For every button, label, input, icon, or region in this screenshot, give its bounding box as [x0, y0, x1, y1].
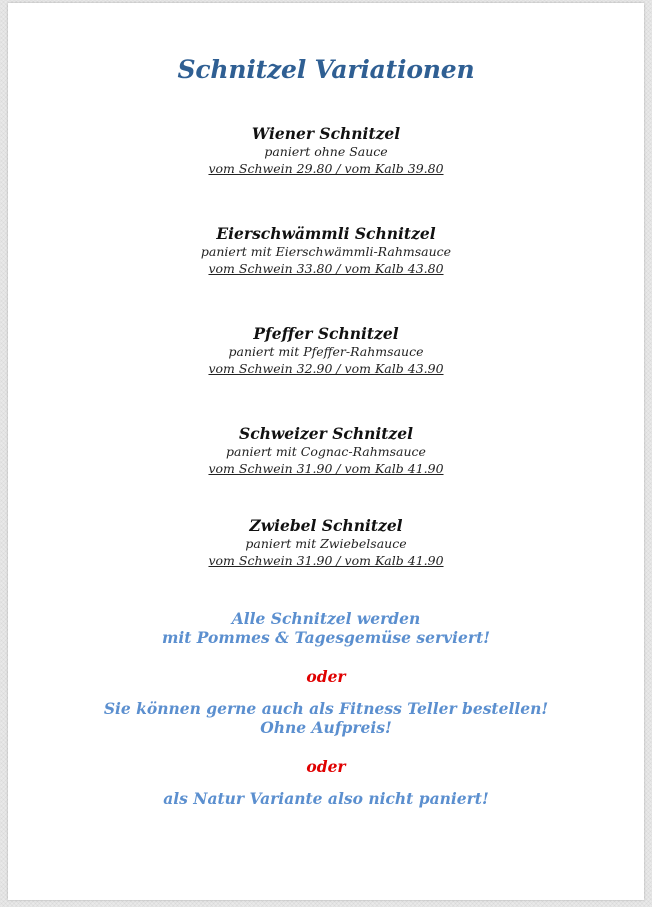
- fitness-note: [8, 699, 644, 737]
- sides-note-line1: Alle Schnitzel werden: [231, 609, 421, 628]
- menu-item-price: vom Schwein 32.90 / vom Kalb 43.90: [208, 361, 444, 376]
- or-separator: oder: [306, 757, 346, 776]
- menu-item-description: paniert ohne Sauce: [264, 144, 388, 159]
- fitness-note-line2: Ohne Aufpreis!: [260, 718, 392, 737]
- menu-item-name: Wiener Schnitzel: [251, 124, 401, 143]
- menu-notes: [8, 609, 644, 808]
- menu-item-pfeffer: [8, 324, 644, 424]
- menu-item-description: paniert mit Pfeffer-Rahmsauce: [228, 344, 424, 359]
- menu-item-price: vom Schwein 29.80 / vom Kalb 39.80: [208, 161, 444, 176]
- menu-item-wiener: [8, 124, 644, 224]
- menu-item-schweizer: [8, 424, 644, 516]
- sides-note-line2: mit Pommes & Tagesgemüse serviert!: [161, 628, 491, 647]
- or-separator: oder: [306, 667, 346, 686]
- menu-item-description: paniert mit Eierschwämmli-Rahmsauce: [200, 244, 452, 259]
- natur-note: als Natur Variante also nicht paniert!: [163, 789, 489, 808]
- menu-item-description: paniert mit Zwiebelsauce: [245, 536, 407, 551]
- menu-item-name: Eierschwämmli Schnitzel: [216, 224, 436, 243]
- menu-item-price: vom Schwein 31.90 / vom Kalb 41.90: [208, 553, 444, 568]
- menu-item-zwiebel: [8, 516, 644, 616]
- sides-note: [8, 609, 644, 647]
- menu-items: [8, 124, 644, 616]
- menu-item-eierschwaemmli: [8, 224, 644, 324]
- menu-item-price: vom Schwein 33.80 / vom Kalb 43.80: [208, 261, 444, 276]
- fitness-note-line1: Sie können gerne auch als Fitness Teller bestellen!: [103, 699, 549, 718]
- menu-item-description: paniert mit Cognac-Rahmsauce: [226, 444, 426, 459]
- menu-item-name: Pfeffer Schnitzel: [253, 324, 399, 343]
- menu-item-price: vom Schwein 31.90 / vom Kalb 41.90: [208, 461, 444, 476]
- menu-page: [8, 3, 644, 900]
- page-title: Schnitzel Variationen: [177, 55, 475, 84]
- menu-item-name: Schweizer Schnitzel: [239, 424, 413, 443]
- menu-item-name: Zwiebel Schnitzel: [249, 516, 403, 535]
